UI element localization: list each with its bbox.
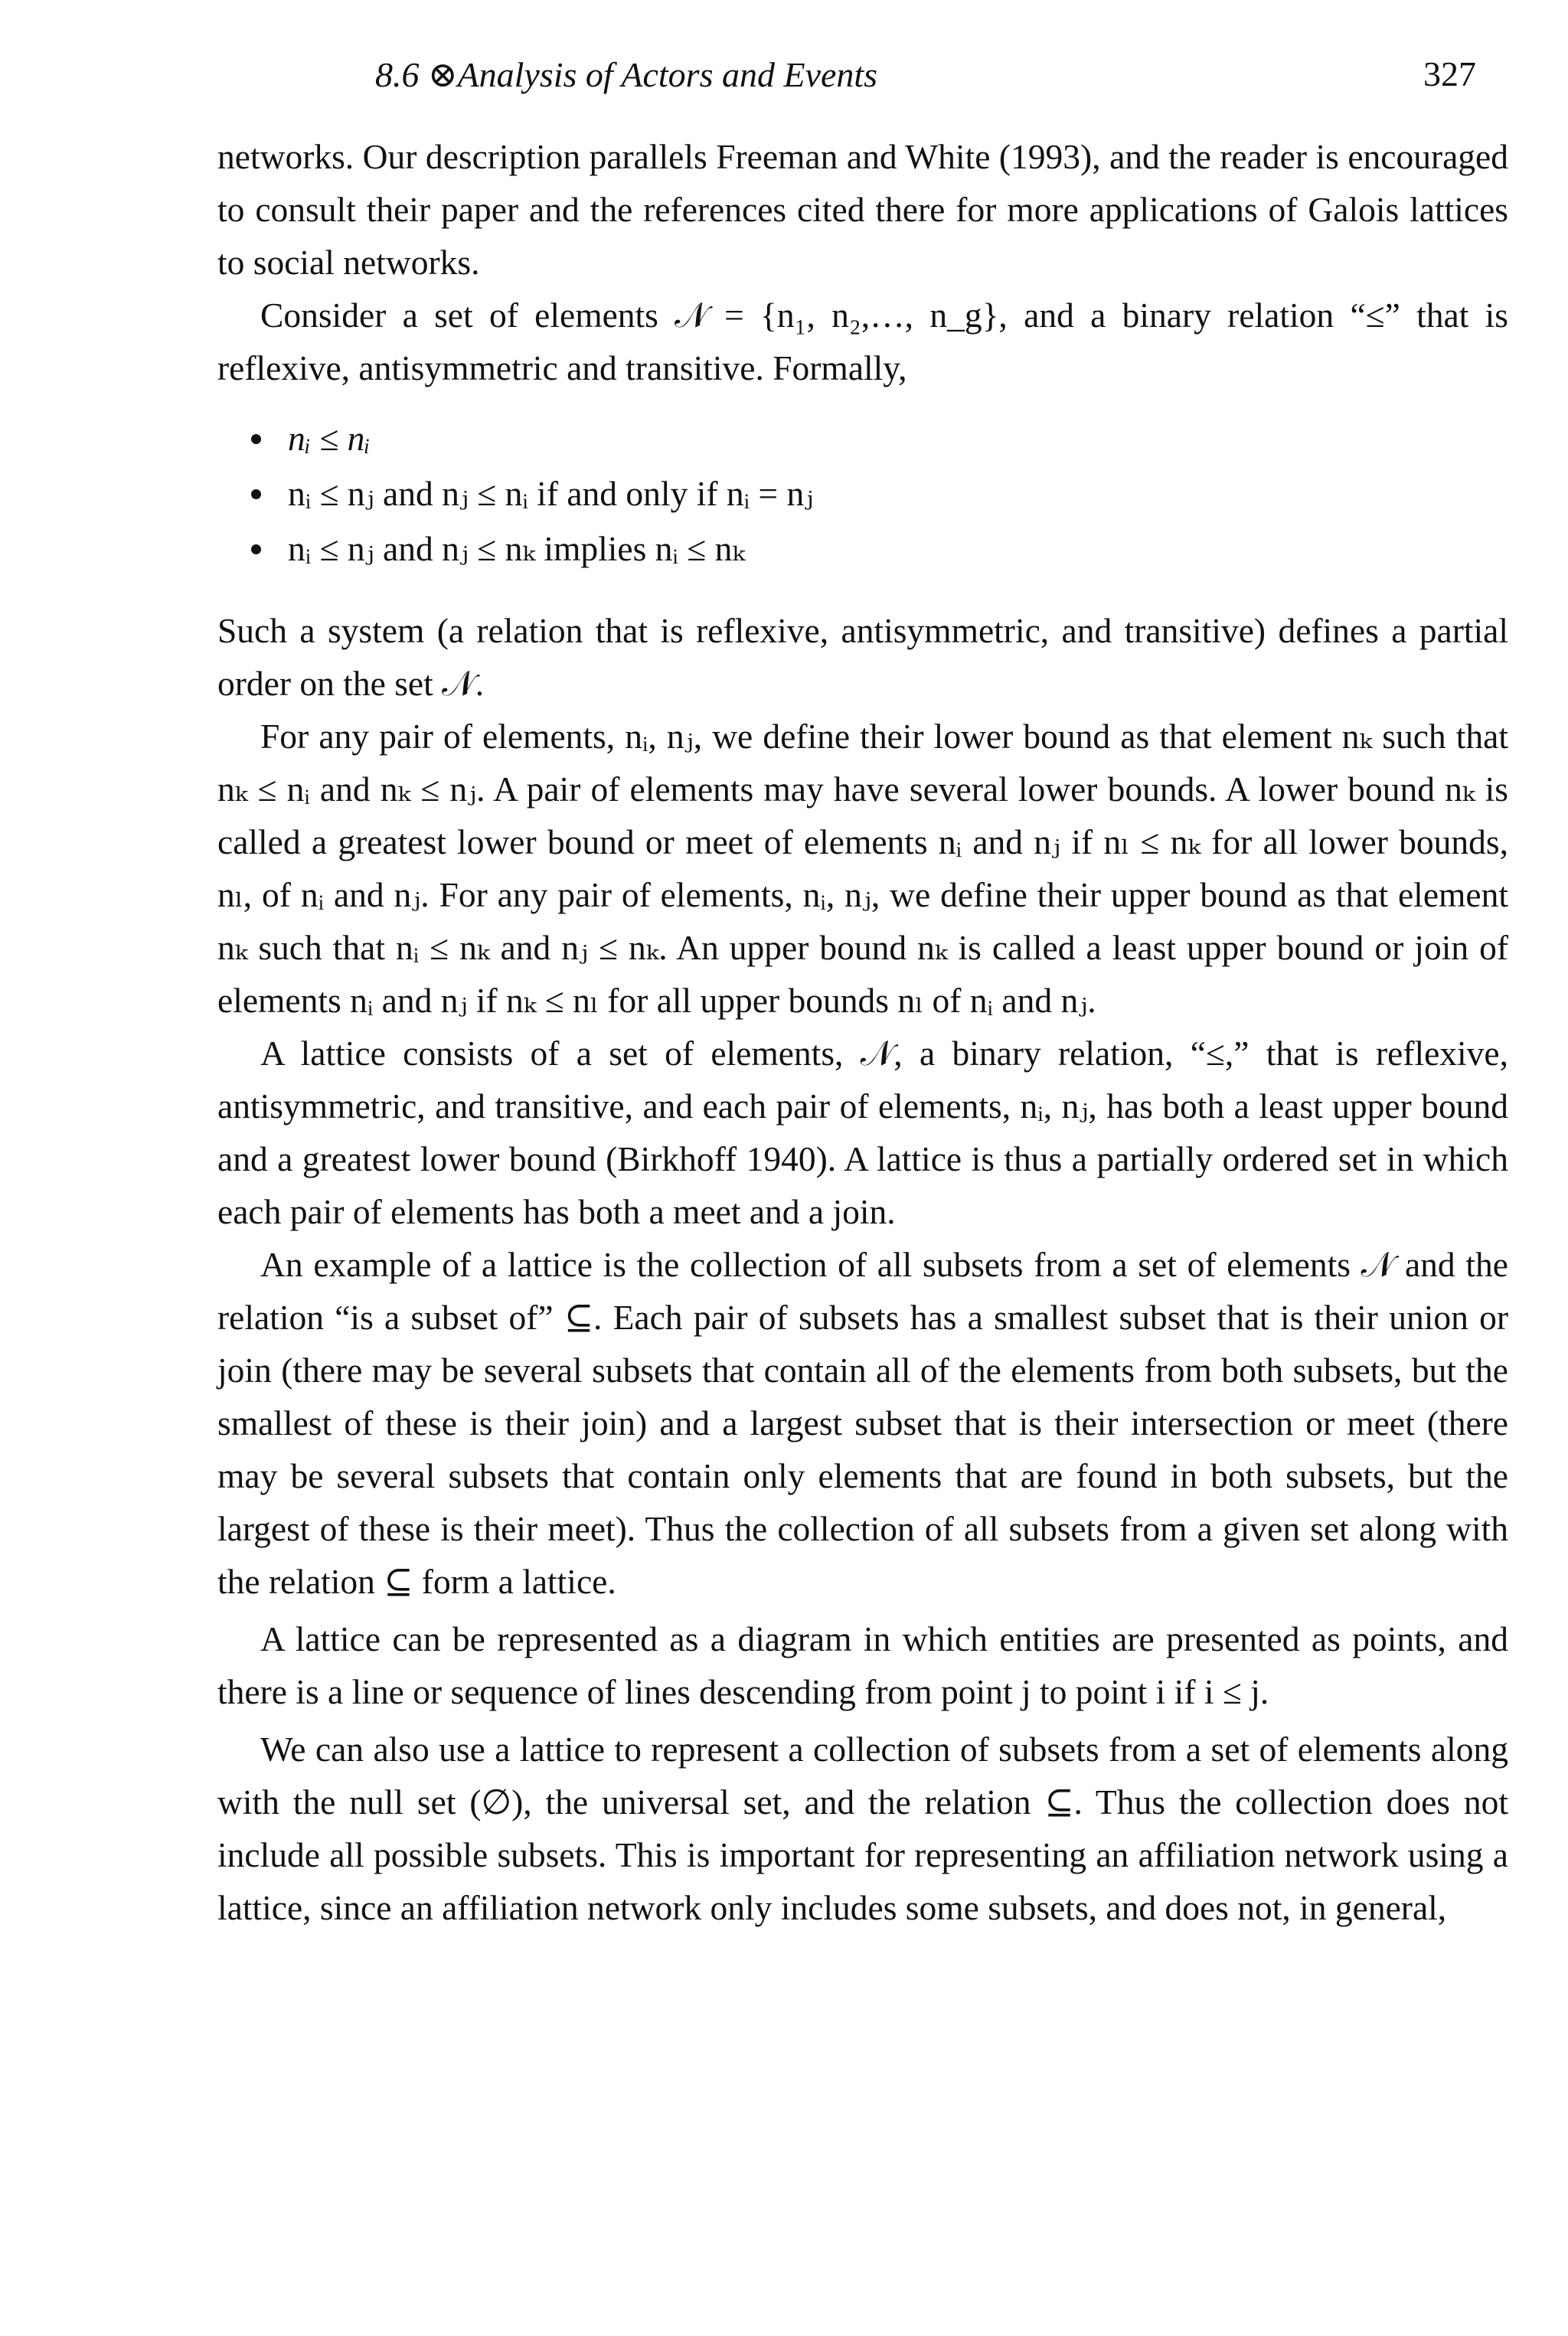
axiom-antisymmetric: nᵢ ≤ nⱼ and nⱼ ≤ nᵢ if and only if nᵢ = nⱼ <box>288 474 814 513</box>
list-item <box>217 411 1508 466</box>
page-number: 327 <box>1423 54 1476 93</box>
paragraph-4: For any pair of elements, nᵢ, nⱼ, we define their lower bound as that element nₖ such that nₖ ≤ nᵢ and nₖ ≤ nⱼ. A pair of elements may have several lower bounds. A lower bound nₖ is called a greatest lower bound or meet of elements nᵢ and nⱼ if nₗ ≤ nₖ for all lower bounds, nₗ, of nᵢ and nⱼ. For any pair of elements, nᵢ, nⱼ, we define their upper bound as that element nₖ such that nᵢ ≤ nₖ and nⱼ ≤ nₖ. An upper bound nₖ is called a least upper bound or join of elements nᵢ and nⱼ if nₖ ≤ nₗ for all upper bounds nₗ of nᵢ and nⱼ. <box>217 717 1508 1020</box>
bullet-icon <box>251 544 261 554</box>
axiom-reflexive: nᵢ ≤ nᵢ <box>288 419 371 458</box>
paragraph-6: An example of a lattice is the collection of all subsets from a set of elements 𝒩 and the relation “is a subset of” ⊆. Each pair of subsets has a smallest subset that is their union or join (there may be several subsets that contain all of the elements from both subsets, but the smallest of these is their join) and a largest subset that is their intersection or meet (there may be several subsets that contain only elements that are found in both subsets, but the largest of these is their meet). Thus the collection of all subsets from a given set along with the relation ⊆ form a lattice. <box>217 1245 1508 1601</box>
paragraph-3: Such a system (a relation that is reflexive, antisymmetric, and transitive) defines a partial order on the set 𝒩. <box>217 611 1508 703</box>
paragraph-7: A lattice can be represented as a diagram in which entities are presented as points, and there is a line or sequence of lines descending from point j to point i if i ≤ j. <box>217 1619 1508 1711</box>
paragraph-1: networks. Our description parallels Freeman and White (1993), and the reader is encouraged to consult their paper and the references cited there for more applications of Galois lattices to social networks. <box>217 137 1508 282</box>
order-axioms-list <box>217 411 1508 577</box>
paragraph-8: We can also use a lattice to represent a collection of subsets from a set of elements along with the null set (∅), the universal set, and the relation ⊆. Thus the collection does not include all possible subsets. This is important for representing an affiliation network using a lattice, since an affiliation network only includes some subsets, and does not, in general, <box>217 1730 1508 1927</box>
paragraph-5: A lattice consists of a set of elements, 𝒩, a binary relation, “≤,” that is reflexive, antisymmetric, and transitive, and each pair of elements, nᵢ, nⱼ, has both a least upper bound and a greatest lower bound (Birkhoff 1940). A lattice is thus a partially ordered set in which each pair of elements has both a meet and a join. <box>217 1034 1508 1231</box>
list-item <box>217 521 1508 577</box>
section-title: 8.6 ⊗Analysis of Actors and Events <box>375 55 878 94</box>
running-header <box>375 54 1508 115</box>
bullet-icon <box>251 434 261 444</box>
bullet-icon <box>251 489 261 499</box>
list-item <box>217 466 1508 521</box>
paragraph-2: Consider a set of elements 𝒩 = {n₁, n₂,…, n_g}, and a binary relation “≤” that is reflexive, antisymmetric and transitive. Formally, <box>217 296 1508 387</box>
body-text <box>217 130 1508 1934</box>
axiom-transitive: nᵢ ≤ nⱼ and nⱼ ≤ nₖ implies nᵢ ≤ nₖ <box>288 529 745 568</box>
